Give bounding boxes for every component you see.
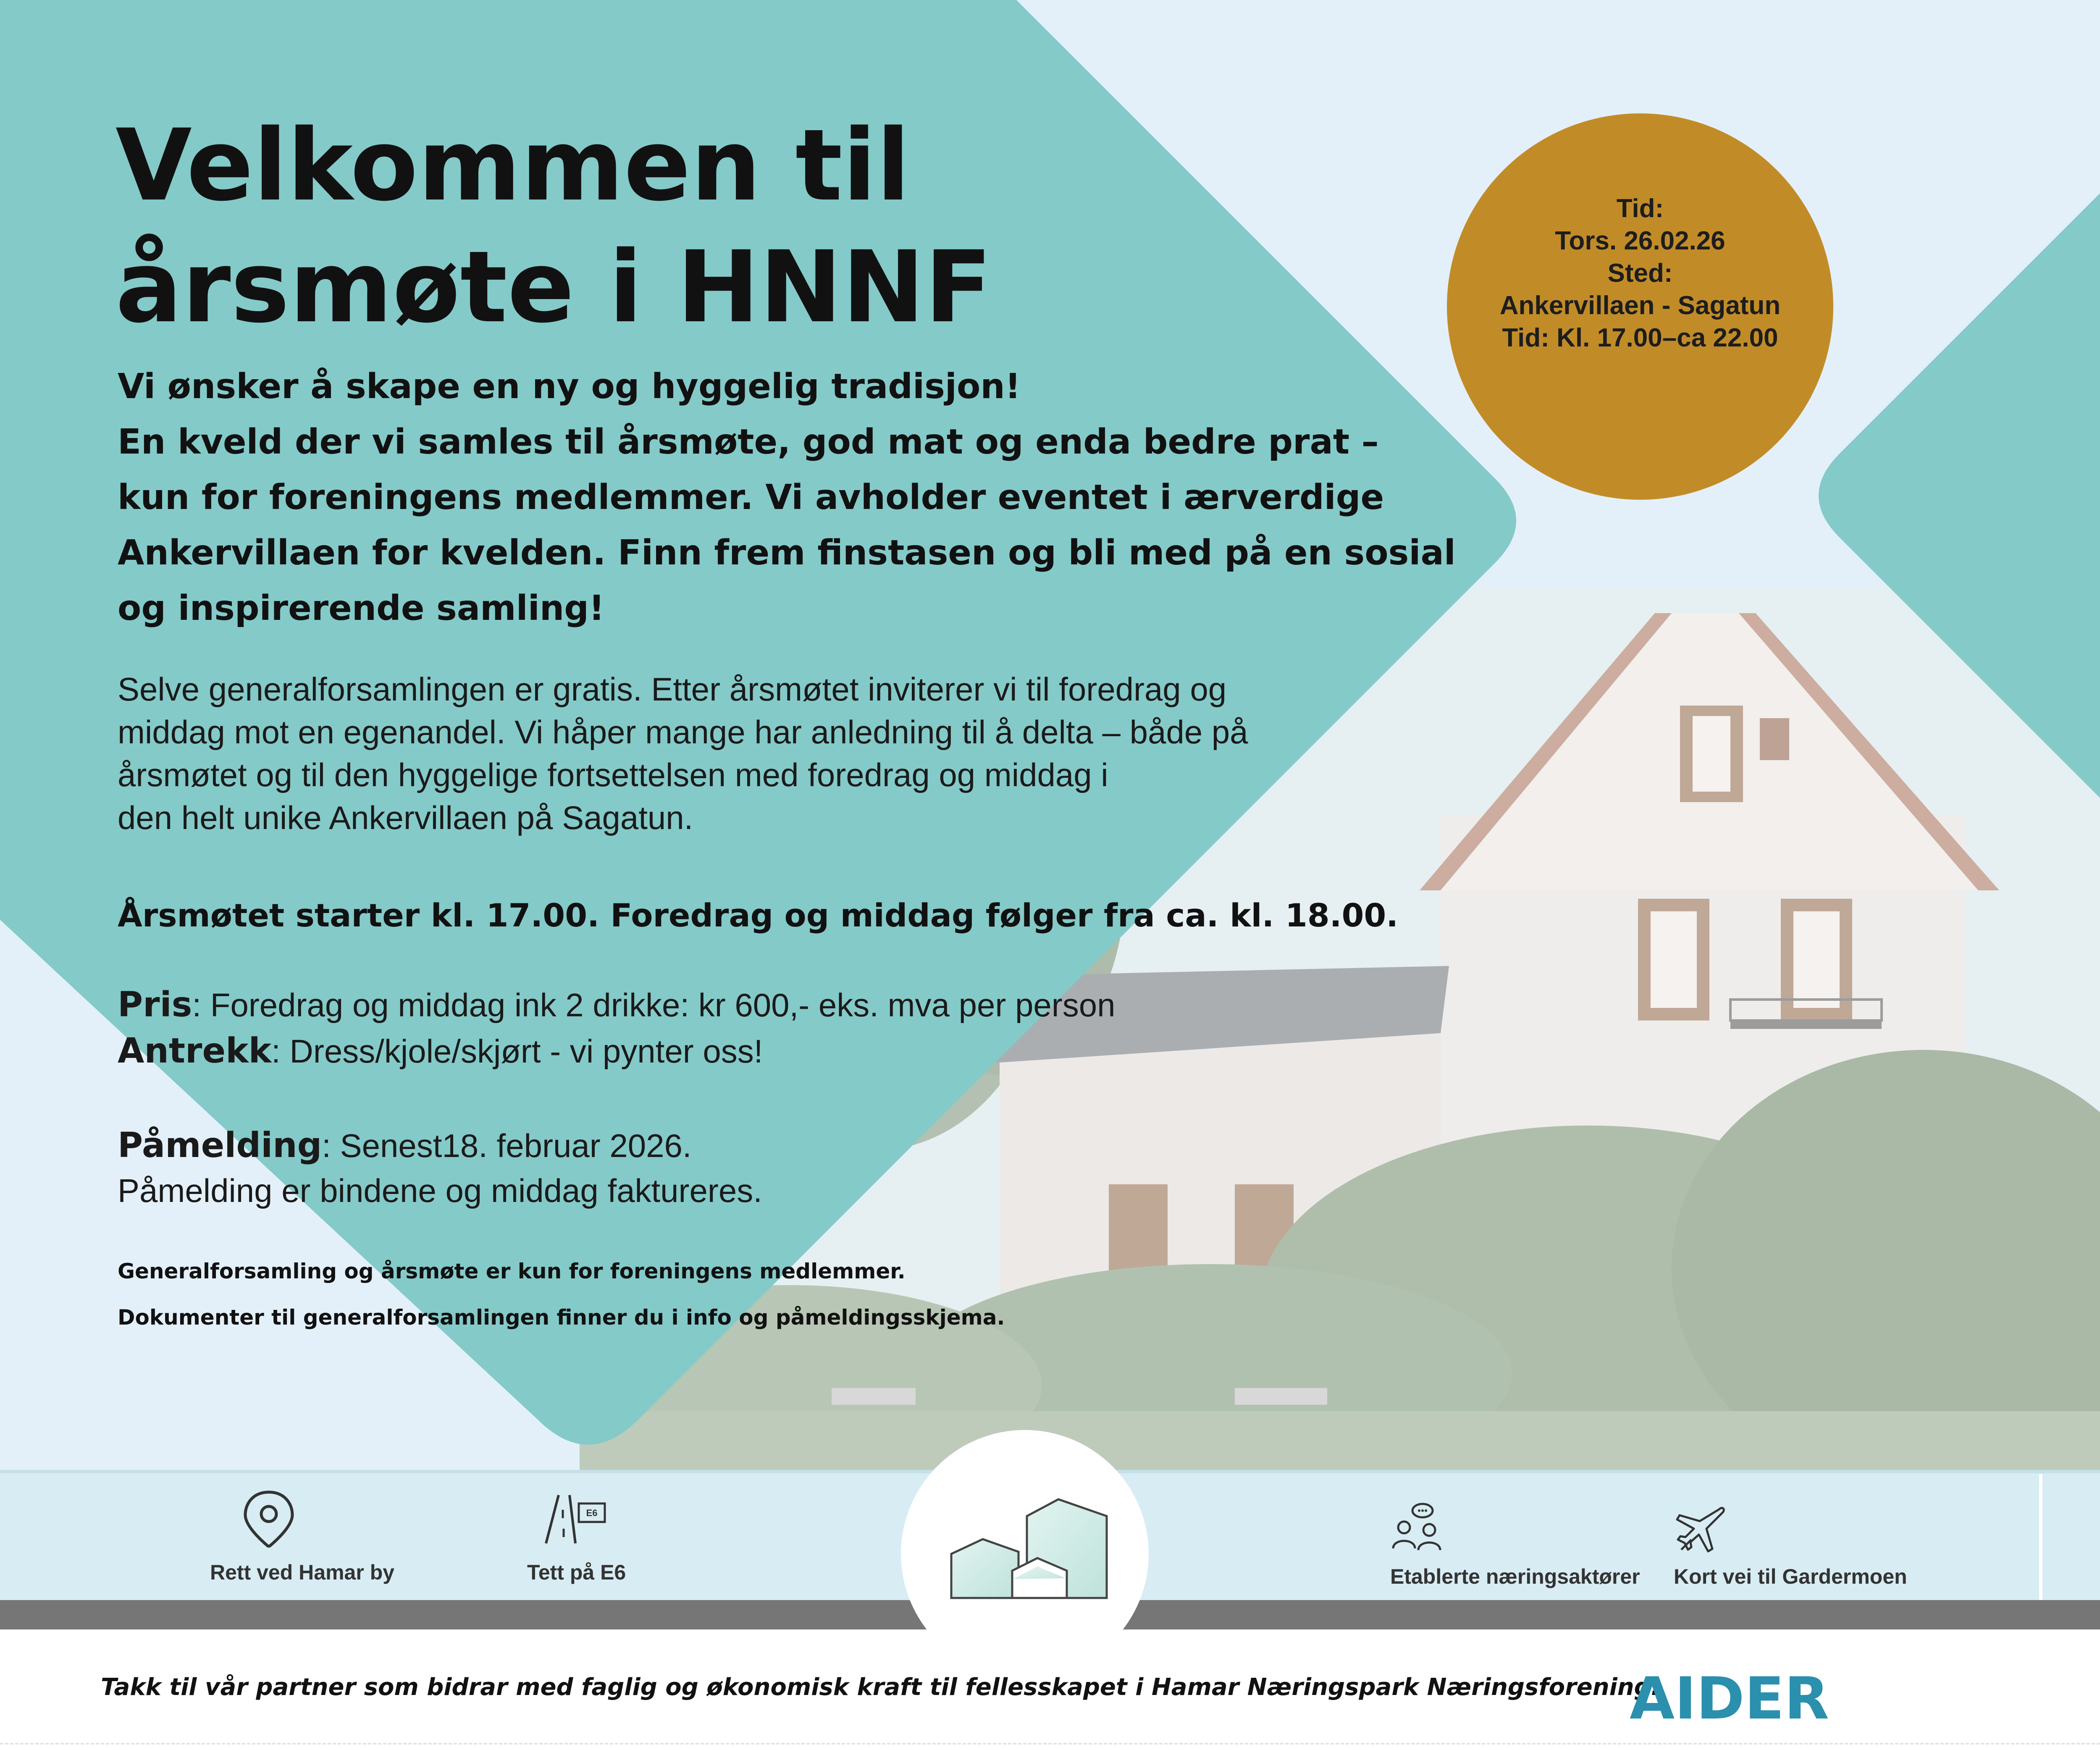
circle-line: Tors. 26.02.26 — [1555, 226, 1725, 255]
title-line-2: årsmøte i HNNF — [116, 230, 992, 345]
aider-logo-text: AIDER — [1630, 1665, 1829, 1730]
airplane-icon — [1674, 1503, 1728, 1554]
price-text: : Foredrag og middag ink 2 drikke: kr 600,- eks. mva per person — [192, 987, 1116, 1023]
fine-print-line-1: Generalforsamling og årsmøte er kun for foreningens medlemmer. — [118, 1259, 906, 1283]
title-line-1: Velkommen til — [116, 108, 911, 223]
dress-code-line — [118, 1031, 763, 1071]
intro-line: Vi ønsker å skape en ny og hyggelig tradisjon! — [118, 367, 1021, 407]
location-pin-icon — [227, 1489, 311, 1548]
footer-divider — [0, 1743, 2100, 1745]
intro-paragraph — [118, 359, 1456, 636]
intro-line: kun for foreningens medlemmer. Vi avholder eventet i ærverdige — [118, 478, 1384, 517]
circle-line: Sted: — [1607, 259, 1673, 288]
body-line: årsmøtet og til den hyggelige fortsettelsen med foredrag og middag i — [118, 756, 1108, 793]
buildings-logo-icon — [945, 1495, 1109, 1604]
intro-line: En kveld der vi samles til årsmøte, god mat og enda bedre prat – — [118, 422, 1379, 462]
circle-line: Tid: Kl. 17.00–ca 22.00 — [1502, 323, 1778, 352]
body-line: den helt unike Ankervillaen på Sagatun. — [118, 799, 693, 836]
circle-line: Ankervillaen - Sagatun — [1499, 291, 1781, 320]
feature-label: Tett på E6 — [527, 1561, 626, 1584]
feature-label: Kort vei til Gardermoen — [1674, 1565, 1907, 1588]
aider-logo — [1630, 1663, 1831, 1730]
dress-code-label: Antrekk — [118, 1031, 272, 1071]
body-line: Selve generalforsamlingen er gratis. Etter årsmøtet inviterer vi til foredrag og — [118, 671, 1227, 708]
partner-thanks-text: Takk til vår partner som bidrar med faglig og økonomisk kraft til fellesskapet i Hamar Næringspark Næringsforening: — [101, 1674, 1661, 1701]
intro-line: Ankervillaen for kvelden. Finn frem finstasen og bli med på en sosial — [118, 533, 1456, 573]
signup-line — [118, 1126, 692, 1165]
signup-note: Påmelding er bindene og middag faktureres. — [118, 1172, 762, 1209]
band-divider — [2039, 1474, 2042, 1600]
start-time-text: Årsmøtet starter kl. 17.00. Foredrag og middag følger fra ca. kl. 18.00. — [118, 897, 1399, 934]
road-e6-icon — [529, 1491, 613, 1545]
fine-print-line-2: Dokumenter til generalforsamlingen finner du i info og påmeldingsskjema. — [118, 1305, 1005, 1330]
price-line — [118, 985, 1115, 1025]
time-place-text — [1447, 192, 1833, 354]
road-sign-text: E6 — [586, 1508, 598, 1518]
body-line: middag mot en egenandel. Vi håper mange har anledning til å delta – både på — [118, 714, 1248, 750]
signup-label: Påmelding — [118, 1126, 322, 1165]
feature-label: Rett ved Hamar by — [210, 1561, 395, 1584]
signup-text: : Senest18. februar 2026. — [322, 1127, 692, 1164]
body-paragraph — [118, 668, 1294, 839]
circle-line: Tid: — [1616, 194, 1664, 223]
intro-line: og inspirerende samling! — [118, 588, 605, 628]
price-label: Pris — [118, 985, 192, 1025]
feature-label: Etablerte næringsaktører — [1390, 1565, 1640, 1588]
dress-code-text: : Dress/kjole/skjørt - vi pynter oss! — [271, 1033, 763, 1070]
page-title — [116, 105, 1124, 349]
people-chat-icon — [1388, 1501, 1447, 1552]
